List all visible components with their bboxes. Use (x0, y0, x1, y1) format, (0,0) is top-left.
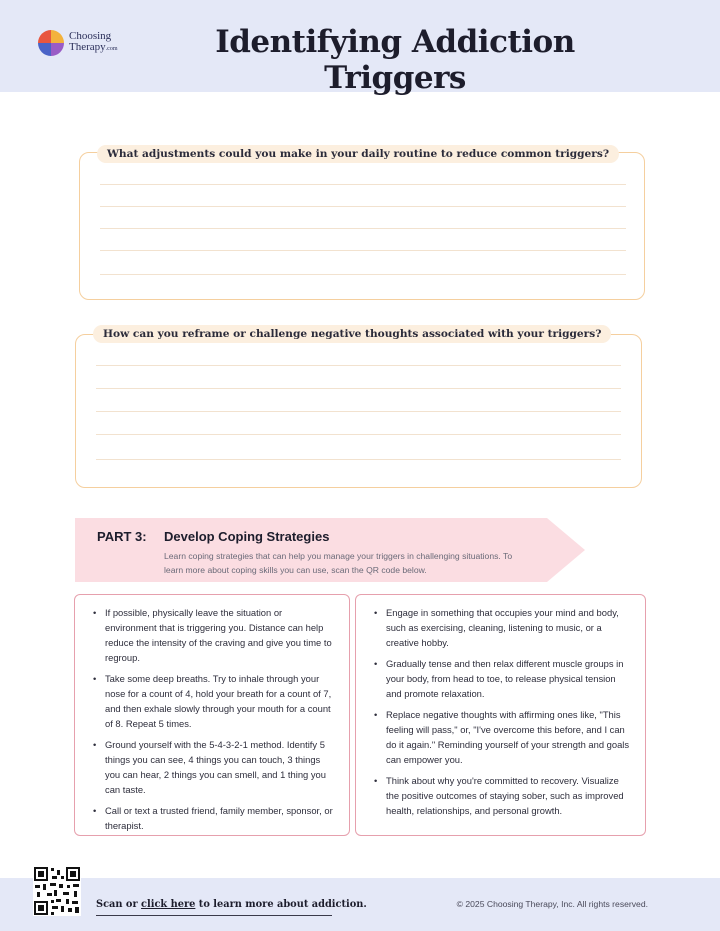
click-here-link[interactable]: click here (141, 899, 196, 910)
choosing-therapy-logo[interactable] (38, 30, 118, 56)
writing-line[interactable] (96, 365, 621, 366)
part-description: Learn coping strategies that can help you manage your triggers in challenging situations. To learn more about coping skills you can use, scan the QR code below. (164, 551, 513, 575)
logo-text (69, 31, 118, 55)
list-item: • Engage in something that occupies your mind and body, such as exercising, cleaning, listening to music, or a creative hobby. (374, 605, 631, 650)
writing-line[interactable] (96, 388, 621, 389)
logo-line-2: Therapy (69, 41, 106, 53)
scan-underline-divider (96, 915, 332, 916)
question-label-reframe: How can you reframe or challenge negative thoughts associated with your triggers? (93, 325, 611, 343)
list-item: • Think about why you're committed to recovery. Visualize the positive outcomes of staying sober, such as improved health, relationships, and personal growth. (374, 773, 631, 818)
question-box-routine (79, 152, 645, 300)
scan-suffix: to learn more about addiction. (198, 899, 367, 910)
writing-line[interactable] (96, 459, 621, 460)
part-label: PART 3: (97, 529, 147, 544)
writing-line[interactable] (100, 250, 626, 251)
logo-line-1: Choosing (69, 30, 112, 42)
list-item: • Call or text a trusted friend, family member, sponsor, or therapist. (93, 803, 335, 833)
scan-prefix: Scan or (96, 899, 138, 910)
strategies-left-panel (74, 594, 350, 836)
question-box-reframe (75, 334, 642, 488)
list-item: • Gradually tense and then relax different muscle groups in your body, from head to toe, to release physical tension and promote relaxation. (374, 656, 631, 701)
writing-line[interactable] (100, 274, 626, 275)
strategies-right-list (374, 605, 631, 824)
question-label-routine: What adjustments could you make in your daily routine to reduce common triggers? (97, 145, 619, 163)
writing-line[interactable] (100, 228, 626, 229)
writing-line[interactable] (100, 206, 626, 207)
scan-text (96, 899, 367, 910)
part-title: Develop Coping Strategies (164, 529, 330, 544)
qr-code-icon[interactable] (33, 866, 81, 916)
header (0, 0, 720, 96)
writing-line[interactable] (96, 434, 621, 435)
strategies-left-list (93, 605, 335, 839)
page-title: Identifying Addiction Triggers (215, 24, 575, 96)
list-item: • If possible, physically leave the situation or environment that is triggering you. Distance can help reduce the intensity of the craving and give you time to regroup. (93, 605, 335, 665)
strategies-right-panel (355, 594, 646, 836)
writing-line[interactable] (96, 411, 621, 412)
list-item: • Take some deep breaths. Try to inhale through your nose for a count of 4, hold your breath for a count of 7, and then exhale slowly through your mouth for a count of 8. Repeat 5 times. (93, 671, 335, 731)
writing-line[interactable] (100, 184, 626, 185)
list-item: • Ground yourself with the 5-4-3-2-1 method. Identify 5 things you can see, 4 things you can touch, 3 things you can hear, 2 things you can smell, and 1 thing you can taste. (93, 737, 335, 797)
logo-suffix: .com (105, 46, 118, 52)
list-item: • Replace negative thoughts with affirming ones like, "This feeling will pass," or, "I've overcome this before, and I can do it again." Reminding yourself of your strength and goals can empower you. (374, 707, 631, 767)
copyright-text: © 2025 Choosing Therapy, Inc. All rights reserved. (456, 899, 648, 909)
logo-mark-icon (38, 30, 64, 56)
